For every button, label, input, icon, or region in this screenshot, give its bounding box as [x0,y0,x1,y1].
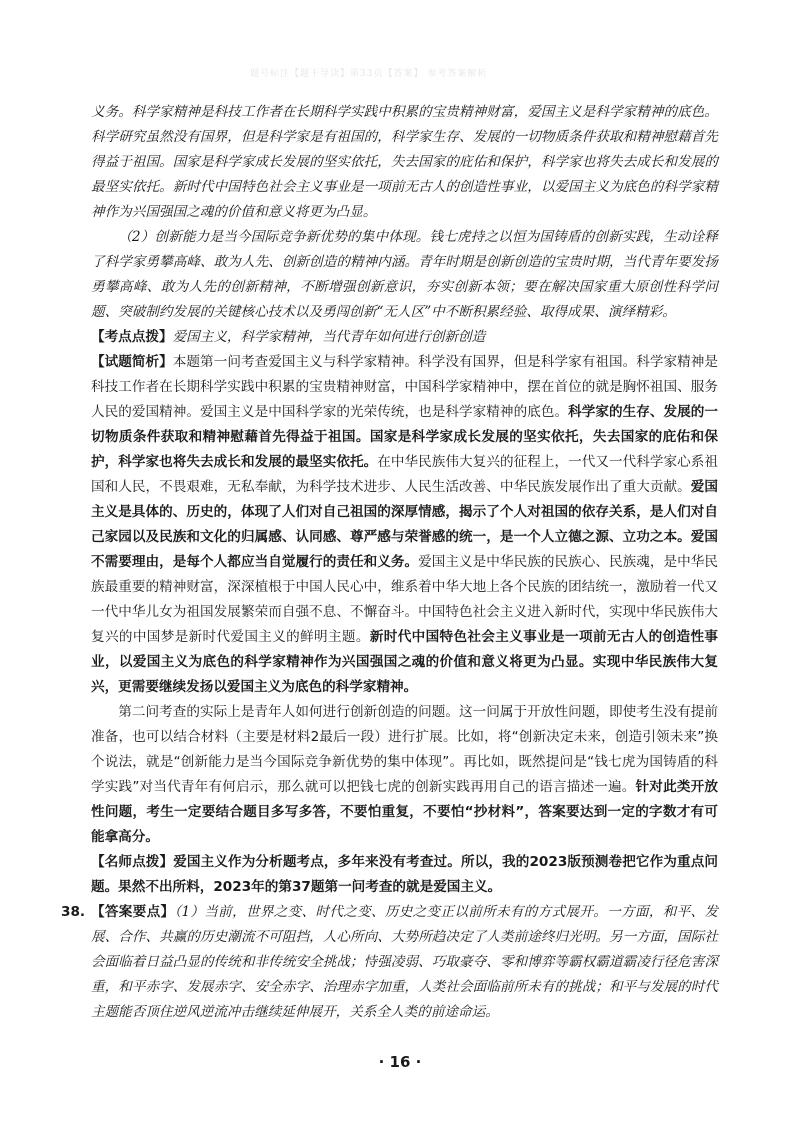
mingshi-text: 爱国主义作为分析题考点，多年来没有考查过。所以，我的2023版预测卷把它作为重点问题。果然不出所料，2023年的第37题第一问考查的就是爱国主义。 [91,854,718,895]
shiti-text-2: 在中华民族伟大复兴的征程上，一代又一代科学家心系祖国和人民，不畏艰难，无私奉献，为科学技术进步、人民生活改善、中华民族发展作出了重大贡献。 [91,454,719,495]
answer-paragraph-1: 义务。科学家精神是科技工作者在长期科学实践中积累的宝贵精神财富，爱国主义是科学家精神的底色。科学研究虽然没有国界，但是科学家是有祖国的，科学家生存、发展的一切物质条件获取和精神慰藉首先得益于祖国。国家是科学家成长发展的坚实依托，失去国家的庇佑和保护，科学家也将失去成长和发展的最坚实依托。新时代中国特色社会主义事业是一项前无古人的创造性事业，以爱国主义为底色的科学家精神作为兴国强国之魂的价值和意义将更为凸显。 [91,104,718,220]
mingshi-section [91,850,718,900]
shiti-text-3: 爱国主义是中华民族的民族心、民族魂，是中华民族最重要的精神财富，深深植根于中国人民心中，维系着中华大地上各个民族的团结统一，激励着一代又一代中华儿女为祖国发展繁荣而自强不息、不懈奋斗。中国特色社会主义进入新时代，实现中华民族伟大复兴的中国梦是新时代爱国主义的鲜明主题。 [91,554,719,645]
mingshi-label: 【名师点拨】 [91,854,174,870]
shiti-bold-3: 新时代中国特色社会主义事业是一项前无古人的创造性事业，以爱国主义为底色的科学家精神作为兴国强国之魂的价值和意义将更为凸显。实现中华民族伟大复兴，更需要继续发扬以爱国主义为底色的科学家精神。 [91,629,719,695]
kaodian-text: 爱国主义，科学家精神，当代青年如何进行创新创造 [172,329,486,345]
answer-paragraph-2: （2）创新能力是当今国际竞争新优势的集中体现。钱七虎持之以恒为国铸盾的创新实践，生动诠释了科学家勇攀高峰、敢为人先、创新创造的精神内涵。青年时期是创新创造的宝贵时期，当代青年要发扬勇攀高峰、敢为人先的创新精神，不断增强创新意识，夯实创新本领；要在解决国家重大原创性科学问题、突破制约发展的关键核心技术以及勇闯创新“无人区”中不断积累经验、取得成果、演绎精彩。 [91,229,718,320]
kaodian-label: 【考点点拨】 [91,329,173,345]
shiti-bold-2: 爱国主义是具体的、历史的，体现了人们对自己祖国的深厚情感，揭示了个人对祖国的依存关系，是人们对自己家园以及民族和文化的归属感、认同感、尊严感与荣誉感的统一，是一个人立德之源、立功之本。爱国不需要理由，是每个人都应当自觉履行的责任和义务。 [91,479,719,570]
shiti-section [91,350,718,700]
shiti-part2-text: 第二问考查的实际上是青年人如何进行创新创造的问题。这一问属于开放性问题，即使考生没有提前准备，也可以结合材料（主要是材料2最后一段）进行扩展。比如，将“创新决定未来，创造引领未来”换个说法，就是“创新能力是当今国际竞争新优势的集中体现”。再比如，既然提问是“钱七虎为国铸盾的科学实践”对当代青年有何启示，那么就可以把钱七虎的创新实践再用自己的语言描述一遍。 [91,704,718,795]
shiti-bold-1: 科学家的生存、发展的一切物质条件获取和精神慰藉首先得益于祖国。国家是科学家成长发展的坚实依托，失去国家的庇佑和保护，科学家也将失去成长和发展的最坚实依托。 [91,404,718,470]
shiti-text-1: 本题第一问考查爱国主义与科学家精神。科学没有国界，但是科学家有祖国。科学家精神是科技工作者在长期科学实践中积累的宝贵精神财富，中国科学家精神中，摆在首位的就是胸怀祖国、服务人民的爱国精神。爱国主义是中国科学家的光荣传统，也是科学家精神的底色。 [91,354,719,420]
question-number: 38. [61,904,86,920]
shiti-part2-bold: 针对此类开放性问题，考生一定要结合题目多写多答，不要怕重复，不要怕“抄材料”，答案要达到一定的字数才有可能拿高分。 [91,779,718,845]
page-number: · 16 · [378,1053,422,1071]
answer-key-label: 【答案要点】 [91,904,175,920]
kaodian-section [91,325,718,350]
faint-header: 题号标注【题干导读】第33页【答案】 参考答案解析 [250,69,488,79]
page-content [61,100,719,1025]
shiti-part2 [91,700,718,850]
answer-key-text: （1）当前，世界之变、时代之变、历史之变正以前所未有的方式展开。一方面，和平、发展、合作、共赢的历史潮流不可阻挡，人心所向、大势所趋决定了人类前途终归光明。另一方面，国际社会面临着日益凸显的传统和非传统安全挑战；恃强凌弱、巧取豪夺、零和博弈等霸权霸道霸凌行径危害深重，和平赤字、发展赤字、安全赤字、治理赤字加重，人类社会面临前所未有的挑战；和平与发展的时代主题能否顶住逆风逆流冲击继续延伸展开，关系全人类的前途命运。 [91,904,718,1020]
shiti-label: 【试题简析】 [91,354,173,370]
question-38 [61,900,718,1025]
